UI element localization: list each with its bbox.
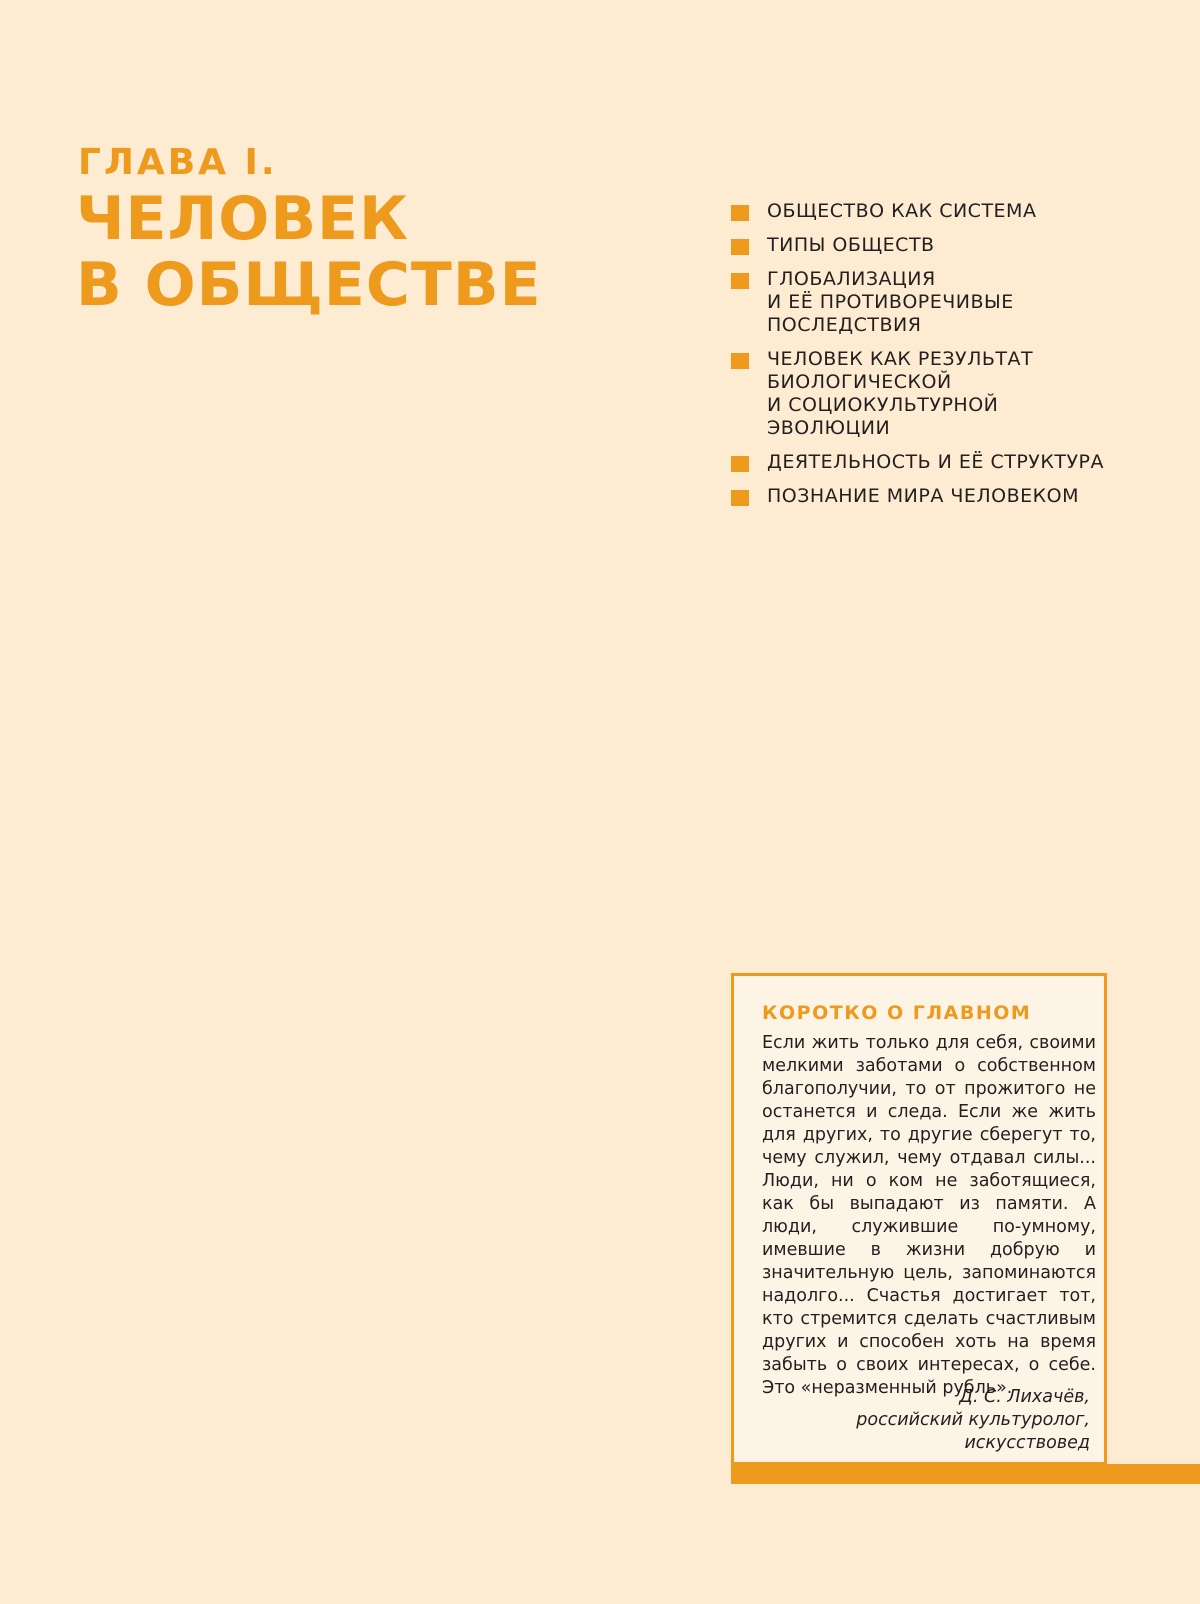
topic-item [731,485,1151,508]
topic-label: ОБЩЕСТВО КАК СИСТЕМА [767,200,1037,222]
square-bullet-icon [731,490,749,506]
topic-item [731,234,1151,257]
topic-label: ПОЗНАНИЕ МИРА ЧЕЛОВЕКОМ [767,485,1080,507]
topic-item [731,268,1151,337]
chapter-number: ГЛАВА I. [78,142,278,183]
topic-item [731,451,1151,474]
chapter-title-line-2: В ОБЩЕСТВЕ [76,250,542,320]
summary-quote: Если жить только для себя, своими мелкими заботами о собственном благополучии, то от прожитого не останется и следа. Если же жить для других, то другие сберегут то, чему служил, чему отдавал силы... Люди, ни о ком не заботящиеся, как бы выпадают из памяти. А люди, служившие по-умному, имевшие в жизни добрую и значительную цель, запоминаются надолго... Счастья достигает тот, кто стремится сделать счастливым других и способен хоть на время забыть о своих интересах, о себе. Это «неразменный рубль». [762,1033,1096,1398]
topic-label: ЧЕЛОВЕК КАК РЕЗУЛЬТАТ БИОЛОГИЧЕСКОЙ И СОЦИОКУЛЬТУРНОЙ ЭВОЛЮЦИИ [767,348,1034,439]
square-bullet-icon [731,239,749,255]
topic-item [731,348,1151,440]
accent-bar [731,1464,1200,1484]
topic-label: ГЛОБАЛИЗАЦИЯ И ЕЁ ПРОТИВОРЕЧИВЫЕ ПОСЛЕДСТВИЯ [767,268,1014,336]
quote-author: Д. С. Лихачёв, российский культуролог, искусствовед [856,1387,1090,1453]
square-bullet-icon [731,205,749,221]
chapter-title-line-1: ЧЕЛОВЕК [76,184,410,254]
summary-box [731,973,1107,1465]
topic-item [731,200,1151,223]
topic-label: ТИПЫ ОБЩЕСТВ [767,234,935,256]
topics-list [731,200,1151,519]
square-bullet-icon [731,456,749,472]
chapter-title [76,186,542,318]
summary-title: КОРОТКО О ГЛАВНОМ [762,1002,1032,1024]
topic-label: ДЕЯТЕЛЬНОСТЬ И ЕЁ СТРУКТУРА [767,451,1105,473]
square-bullet-icon [731,353,749,369]
square-bullet-icon [731,273,749,289]
